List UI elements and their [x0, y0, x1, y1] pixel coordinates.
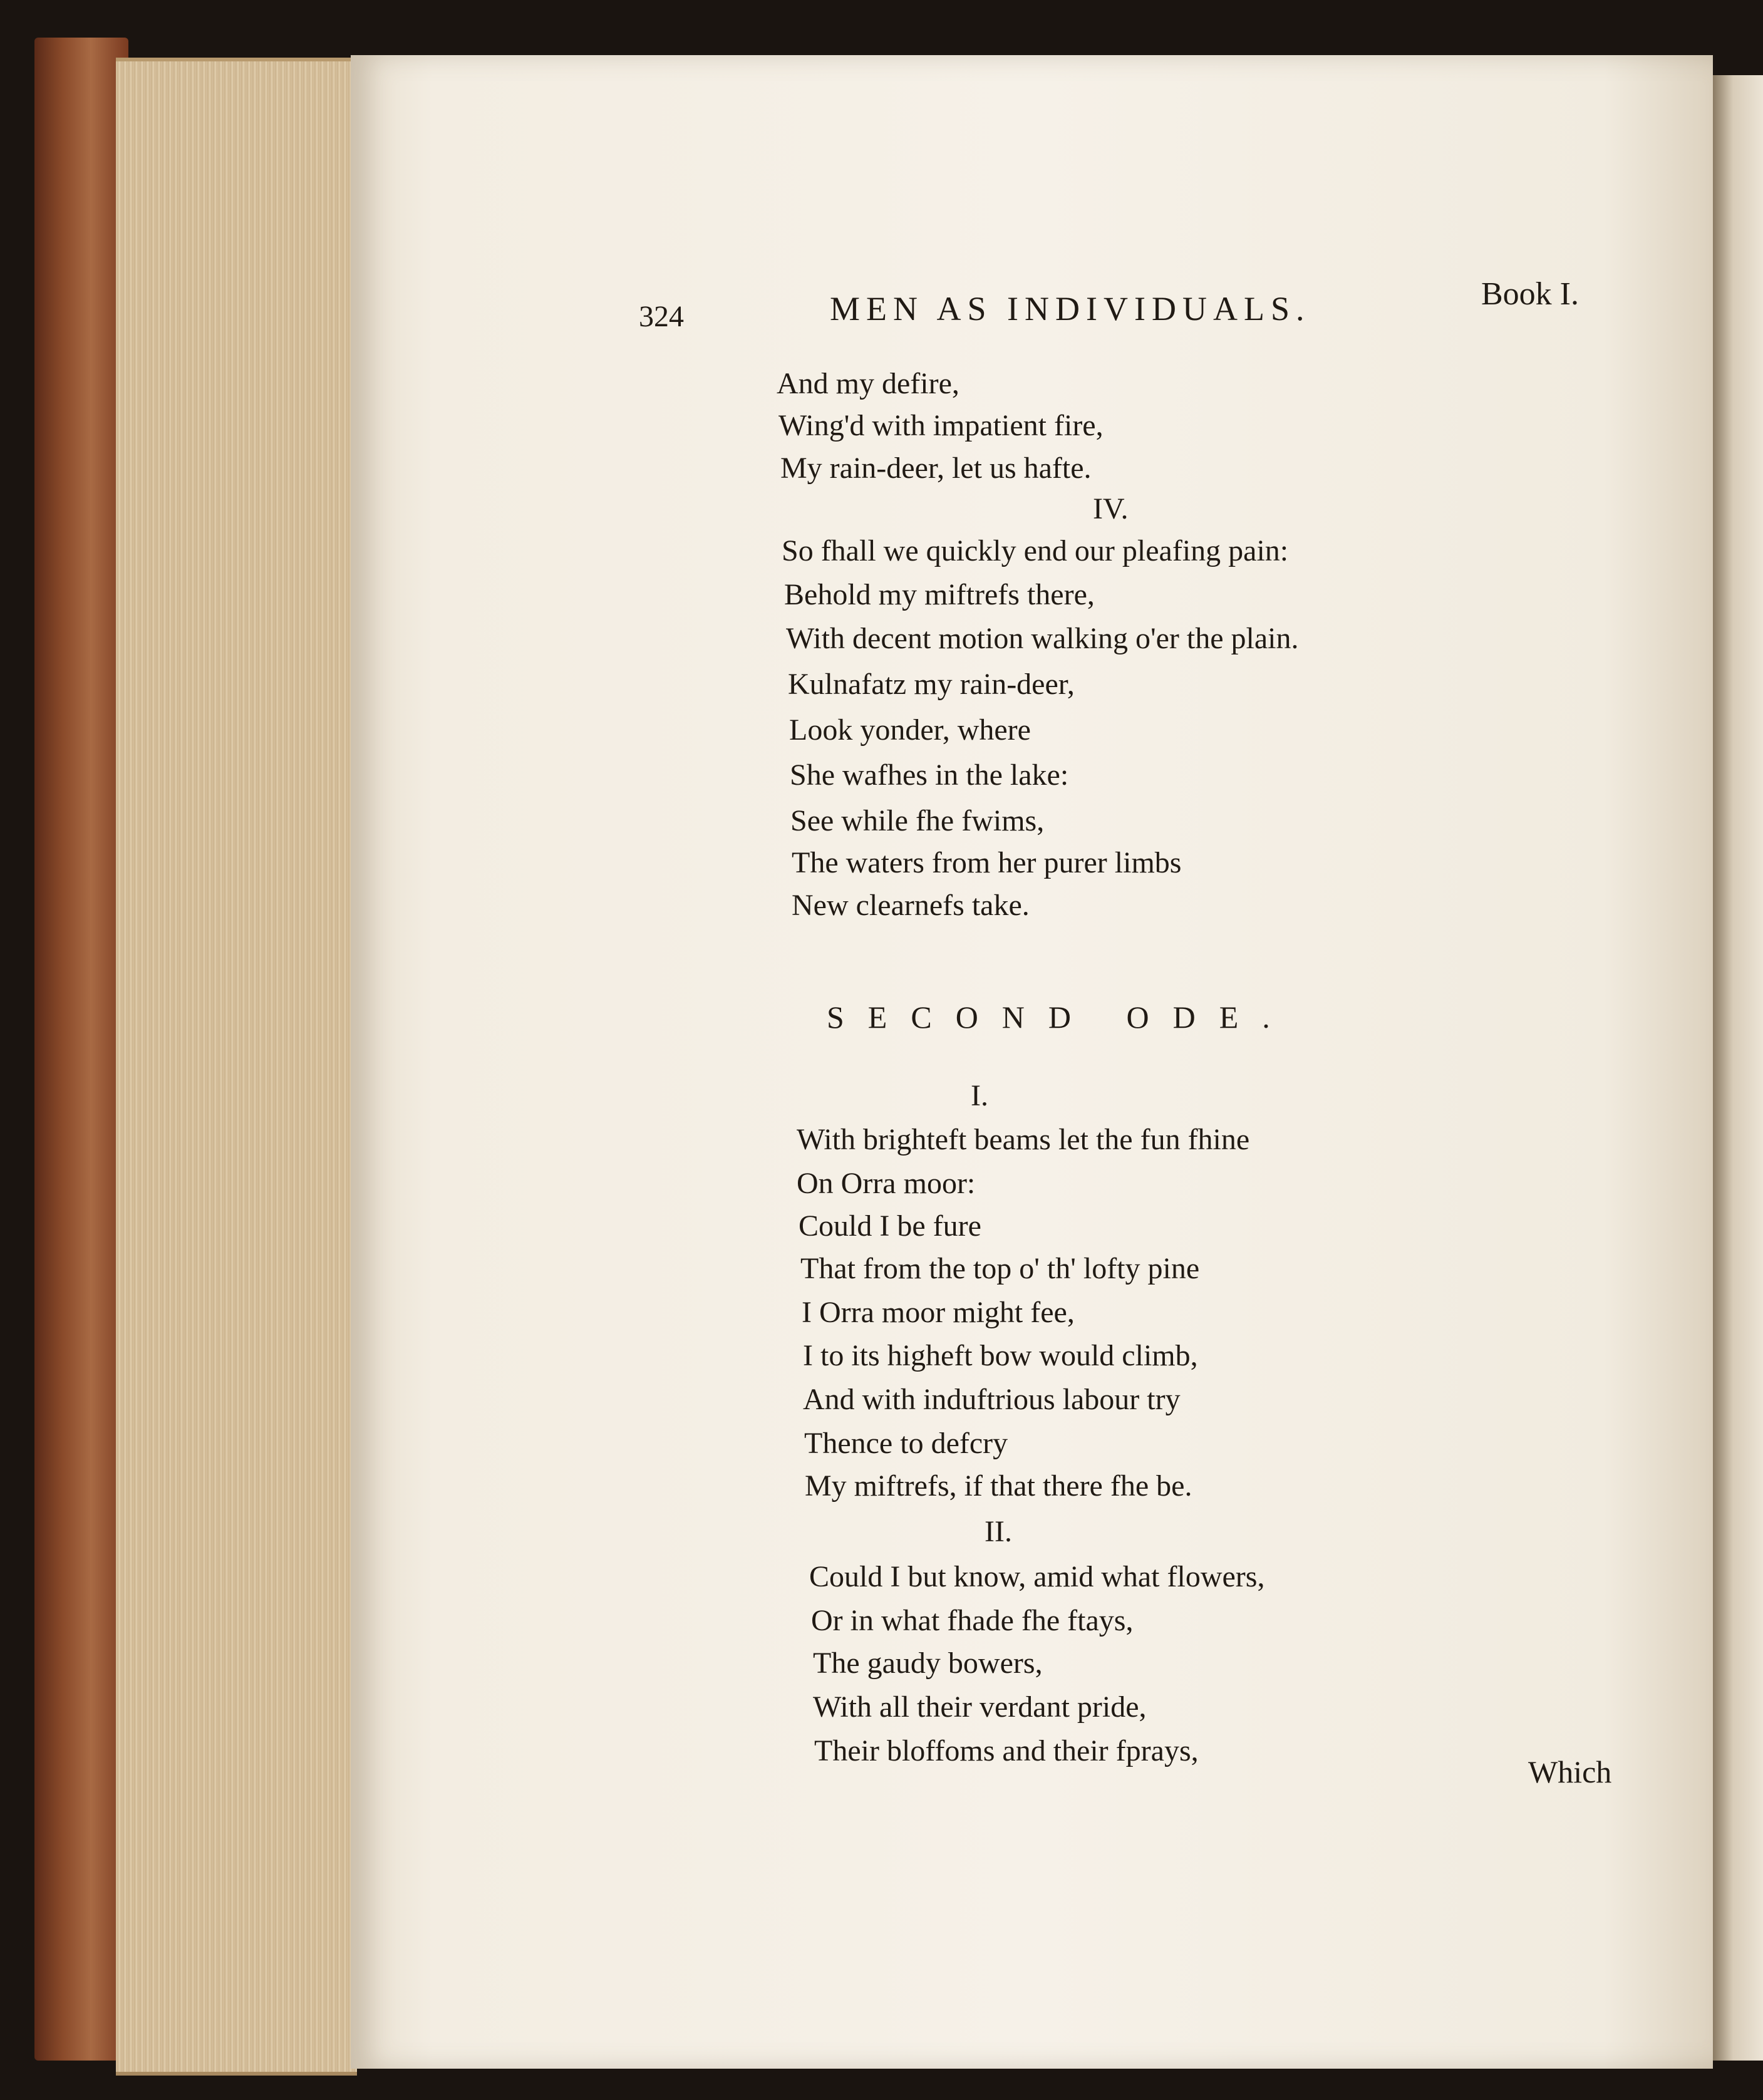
stanza-number: II. [985, 1515, 1012, 1548]
verse-line: Or in what fhade fhe ftays, [811, 1604, 1134, 1637]
verse-line: Could I but know, amid what flowers, [809, 1560, 1265, 1593]
verse-line: I to its higheft bow would climb, [803, 1339, 1198, 1372]
verse-line: With brighteft beams let the fun fhine [797, 1123, 1250, 1156]
verse-line: And my defire, [777, 367, 959, 400]
verse-line: Wing'd with impatient fire, [778, 409, 1104, 442]
verse-line: With all their verdant pride, [813, 1690, 1147, 1724]
verse-line: Could I be fure [799, 1209, 981, 1243]
verse-line: On Orra moor: [797, 1167, 976, 1200]
verse-line: My miftrefs, if that there fhe be. [805, 1469, 1192, 1503]
verse-line: And with induftrious labour try [803, 1383, 1181, 1416]
page-fore-edge [116, 58, 357, 2076]
verse-line: The waters from her purer limbs [792, 846, 1182, 879]
ode-title: SECOND ODE. [827, 1000, 1294, 1035]
verse-line: Thence to defcry [804, 1427, 1008, 1460]
verse-line: See while fhe fwims, [790, 804, 1045, 837]
verse-line: So fhall we quickly end our pleafing pain: [782, 534, 1289, 567]
verse-line: With decent motion walking o'er the plain. [786, 622, 1299, 655]
running-head: MEN AS INDIVIDUALS. [830, 290, 1311, 328]
facing-page-edge [1713, 75, 1763, 2061]
verse-line: Look yonder, where [789, 713, 1031, 747]
book-label: Book I. [1481, 276, 1579, 312]
verse-line: She wafhes in the lake: [790, 758, 1069, 792]
verse-line: New clearnefs take. [792, 889, 1030, 922]
verse-line: I Orra moor might fee, [802, 1296, 1075, 1329]
folio-number: 324 [639, 300, 684, 333]
verse-line: Behold my miftrefs there, [784, 578, 1095, 611]
stanza-number: IV. [1093, 492, 1129, 525]
verse-line: The gaudy bowers, [813, 1647, 1043, 1680]
verse-line: My rain-deer, let us hafte. [780, 452, 1092, 485]
book-cover [34, 38, 128, 2061]
catchword: Which [1528, 1754, 1612, 1789]
verse-line: Kulnafatz my rain-deer, [788, 668, 1075, 701]
stanza-number: I. [971, 1079, 988, 1112]
verse-line: That from the top o' th' lofty pine [800, 1252, 1200, 1285]
verse-line: Their bloffoms and their fprays, [814, 1734, 1199, 1767]
